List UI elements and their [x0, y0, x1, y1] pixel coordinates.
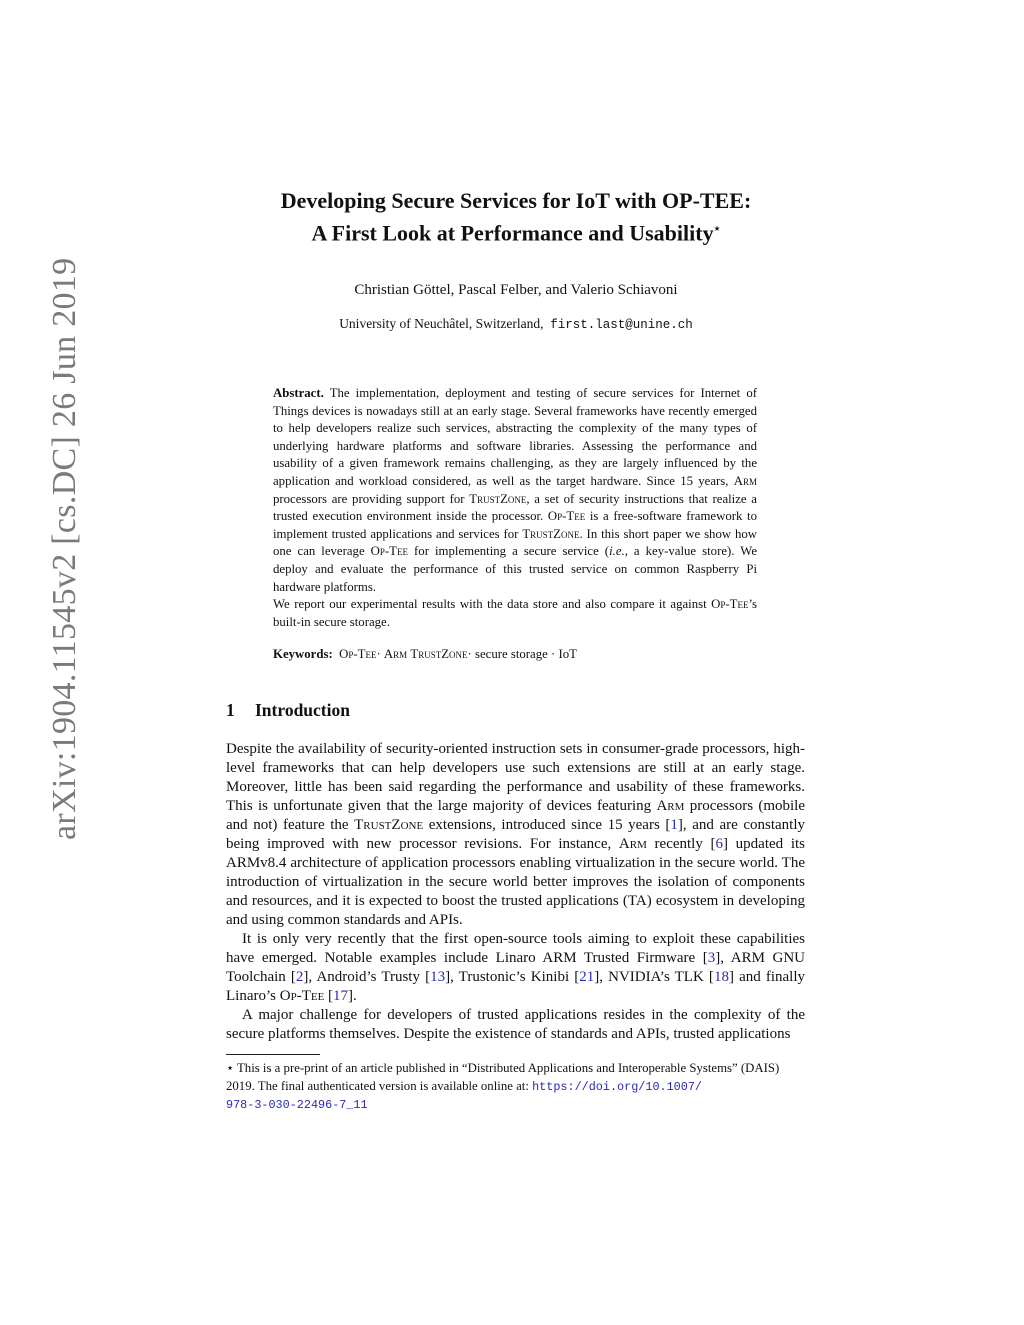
abstract-paragraph-1: Abstract. The implementation, deployment and testing of secure services for Internet of Things devices is nowadays still at an early stage. Several frameworks have recently emerged to help developers realize such services, abstracting the complexity of the many types of underlying hardware platforms and software libraries. Assessing the performance and usability of a given framework remains challenging, as they are largely influenced by the application and workload considered, as well as the target hardware. Since 15 years, Arm processors are providing support for TrustZone, a set of security instructions that realize a trusted execution environment inside the processor. Op-Tee is a free-software framework to implement trusted applications and services for TrustZone. In this short paper we show how one can leverage Op-Tee for implementing a secure service (i.e., a key-value store). We deploy and evaluate the performance of this trusted service on common Raspberry Pi hardware platforms.: [273, 386, 758, 594]
citation-link[interactable]: 18: [713, 969, 729, 985]
citation-link[interactable]: 3: [707, 950, 716, 966]
citation-link[interactable]: 1: [670, 817, 678, 833]
abstract-paragraph-2: We report our experimental results with the data store and also compare it against Op-Tee’s built-in secure storage.: [273, 597, 757, 629]
title-line-2: A First Look at Performance and Usability⋆: [311, 220, 721, 246]
section-heading-introduction: [226, 700, 350, 721]
affiliation: University of Neuchâtel, Switzerland, first.last@unine.ch: [339, 316, 693, 332]
title-line-1: Developing Secure Services for IoT with OP-TEE:: [280, 188, 752, 213]
keywords-label: Keywords:: [273, 647, 333, 661]
introduction-body: [226, 740, 805, 1044]
section-number: 1: [226, 700, 235, 720]
intro-paragraph-3: A major challenge for developers of trusted applications resides in the complexity of the secure platforms themselves. Despite the existence of standards and APIs, trusted applications: [226, 1007, 805, 1042]
arxiv-identifier: arXiv:1904.11545v2 [cs.DC] 26 Jun 2019: [46, 257, 83, 840]
intro-paragraph-1: Despite the availability of security-oriented instruction sets in consumer-grade processors, high-level frameworks that can help developers use such extensions are still at an early stage. Moreover, little has been said regarding the performance and usability of these frameworks. This is unfortunate given that the large majority of devices featuring Arm processors (mobile and not) feature the TrustZone extensions, introduced since 15 years [1], and are constantly being improved with new processor revisions. For instance, Arm recently [6] updated its ARMv8.4 architecture of application processors enabling virtualization in the secure world. The introduction of virtualization in the secure world better improves the isolation of components and resources, and it is expected to boost the trusted applications (TA) ecosystem in developing and using common standards and APIs.: [226, 741, 806, 928]
footnote: ⋆ This is a pre-print of an article published in “Distributed Applications and Interoperable Systems” (DAIS) 2019. The final authenticated version is available online at: https://doi.org/10.1007/ 978-3-030-22496-7_11: [226, 1061, 780, 1112]
author-email[interactable]: first.last@unine.ch: [550, 318, 693, 332]
footnote-mark: ⋆: [226, 1061, 235, 1075]
footnote-divider: [226, 1054, 320, 1055]
title-footnote-mark: ⋆: [713, 223, 721, 235]
paper-title: [226, 186, 806, 247]
abstract-label: Abstract.: [273, 386, 324, 400]
abstract: [273, 385, 757, 631]
section-title: Introduction: [255, 700, 350, 720]
intro-paragraph-2: It is only very recently that the first open-source tools aiming to exploit these capabilities have emerged. Notable examples include Linaro ARM Trusted Firmware [3], ARM GNU Toolchain [2], Android’s Trusty [13], Trustonic’s Kinibi [21], NVIDIA’s TLK [18] and finally Linaro’s Op-Tee [17].: [226, 931, 806, 1004]
citation-link[interactable]: 21: [579, 969, 595, 985]
authors: Christian Göttel, Pascal Felber, and Valerio Schiavoni: [354, 282, 678, 298]
doi-link[interactable]: https://doi.org/10.1007/ 978-3-030-22496-7_11: [226, 1079, 702, 1112]
citation-link[interactable]: 17: [333, 988, 349, 1004]
citation-link[interactable]: 2: [295, 969, 304, 985]
citation-link[interactable]: 13: [430, 969, 446, 985]
keywords: Keywords: Op-Tee· Arm TrustZone· secure storage · IoT: [273, 647, 577, 661]
citation-link[interactable]: 6: [715, 836, 724, 852]
